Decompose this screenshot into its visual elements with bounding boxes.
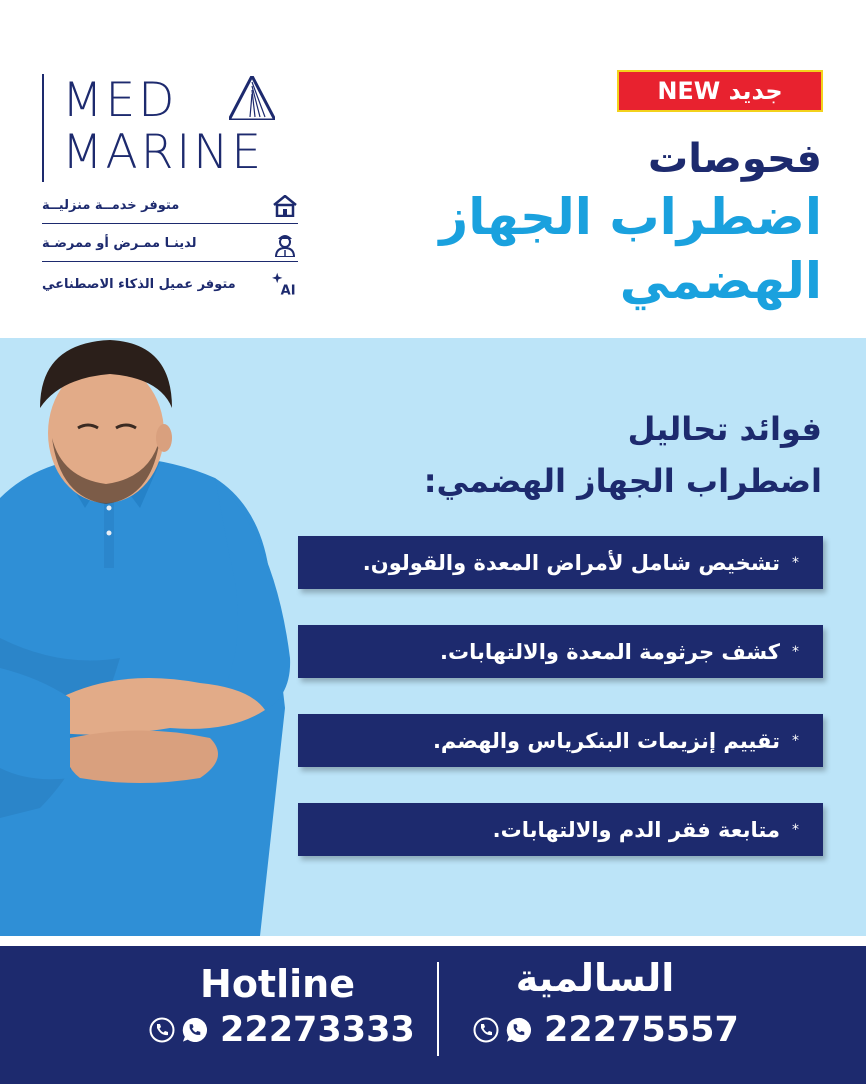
ai-sparkle-icon [272,271,298,297]
phone-icon [148,1017,175,1044]
logo-line-1: MED [62,73,178,128]
feature-ai-agent [42,266,298,302]
bullet-asterisk-icon: * [792,821,799,838]
hotline-phone-number: 22273333 [220,1010,415,1050]
phone-icon [472,1017,499,1044]
footer-divider [437,962,439,1056]
man-holding-stomach-image [0,338,300,936]
logo-line-2: MARINE [62,125,265,180]
benefit-item-text: تقييم إنزيمات البنكرياس والهضم. [432,728,780,753]
title-exams: فحوصات [648,136,822,182]
title-disorder-line-1: اضطراب الجهاز [439,188,822,246]
logo-triangle-icon [229,76,275,120]
salmiya-phone[interactable] [472,1010,739,1050]
header [0,0,866,338]
benefit-item-text: تشخيص شامل لأمراض المعدة والقولون. [362,550,780,575]
feature-ai-agent-text: متوفر عميل الذكاء الاصطناعي [42,276,236,292]
bullet-asterisk-icon: * [792,732,799,749]
footer-gap [0,936,866,946]
benefit-item-text: كشف جرثومة المعدة والالتهابات. [440,639,780,664]
contact-footer [0,946,866,1084]
feature-home-service-text: متوفر خدمــة منزليــة [42,198,180,213]
new-badge [617,70,823,112]
feature-nurse [42,226,298,262]
feature-nurse-text: لدينـا ممـرض أو ممرضـة [42,236,197,251]
benefits-panel [0,338,866,936]
benefits-heading-line-1: فوائد تحاليل [627,410,822,448]
hotline-phone[interactable] [148,1010,415,1050]
new-badge-text: جديد NEW [657,77,783,105]
svg-text:AI: AI [280,283,296,297]
logo-bar [42,74,44,182]
feature-home-service [42,188,298,224]
benefit-item-text: متابعة فقر الدم والالتهابات. [492,817,780,842]
benefits-heading-line-2: اضطراب الجهاز الهضمي: [423,462,822,500]
salmiya-phone-number: 22275557 [544,1010,739,1050]
benefit-item [298,714,823,767]
benefit-item [298,536,823,589]
salmiya-label: السالمية [515,956,675,1000]
hotline-label: Hotline [200,962,355,1006]
bullet-asterisk-icon: * [792,554,799,571]
benefit-item [298,803,823,856]
benefit-item [298,625,823,678]
bullet-asterisk-icon: * [792,643,799,660]
home-icon [272,193,298,219]
title-disorder-line-2: الهضمي [619,252,822,310]
nurse-icon [272,231,298,257]
whatsapp-icon [181,1017,208,1044]
whatsapp-icon [505,1017,532,1044]
